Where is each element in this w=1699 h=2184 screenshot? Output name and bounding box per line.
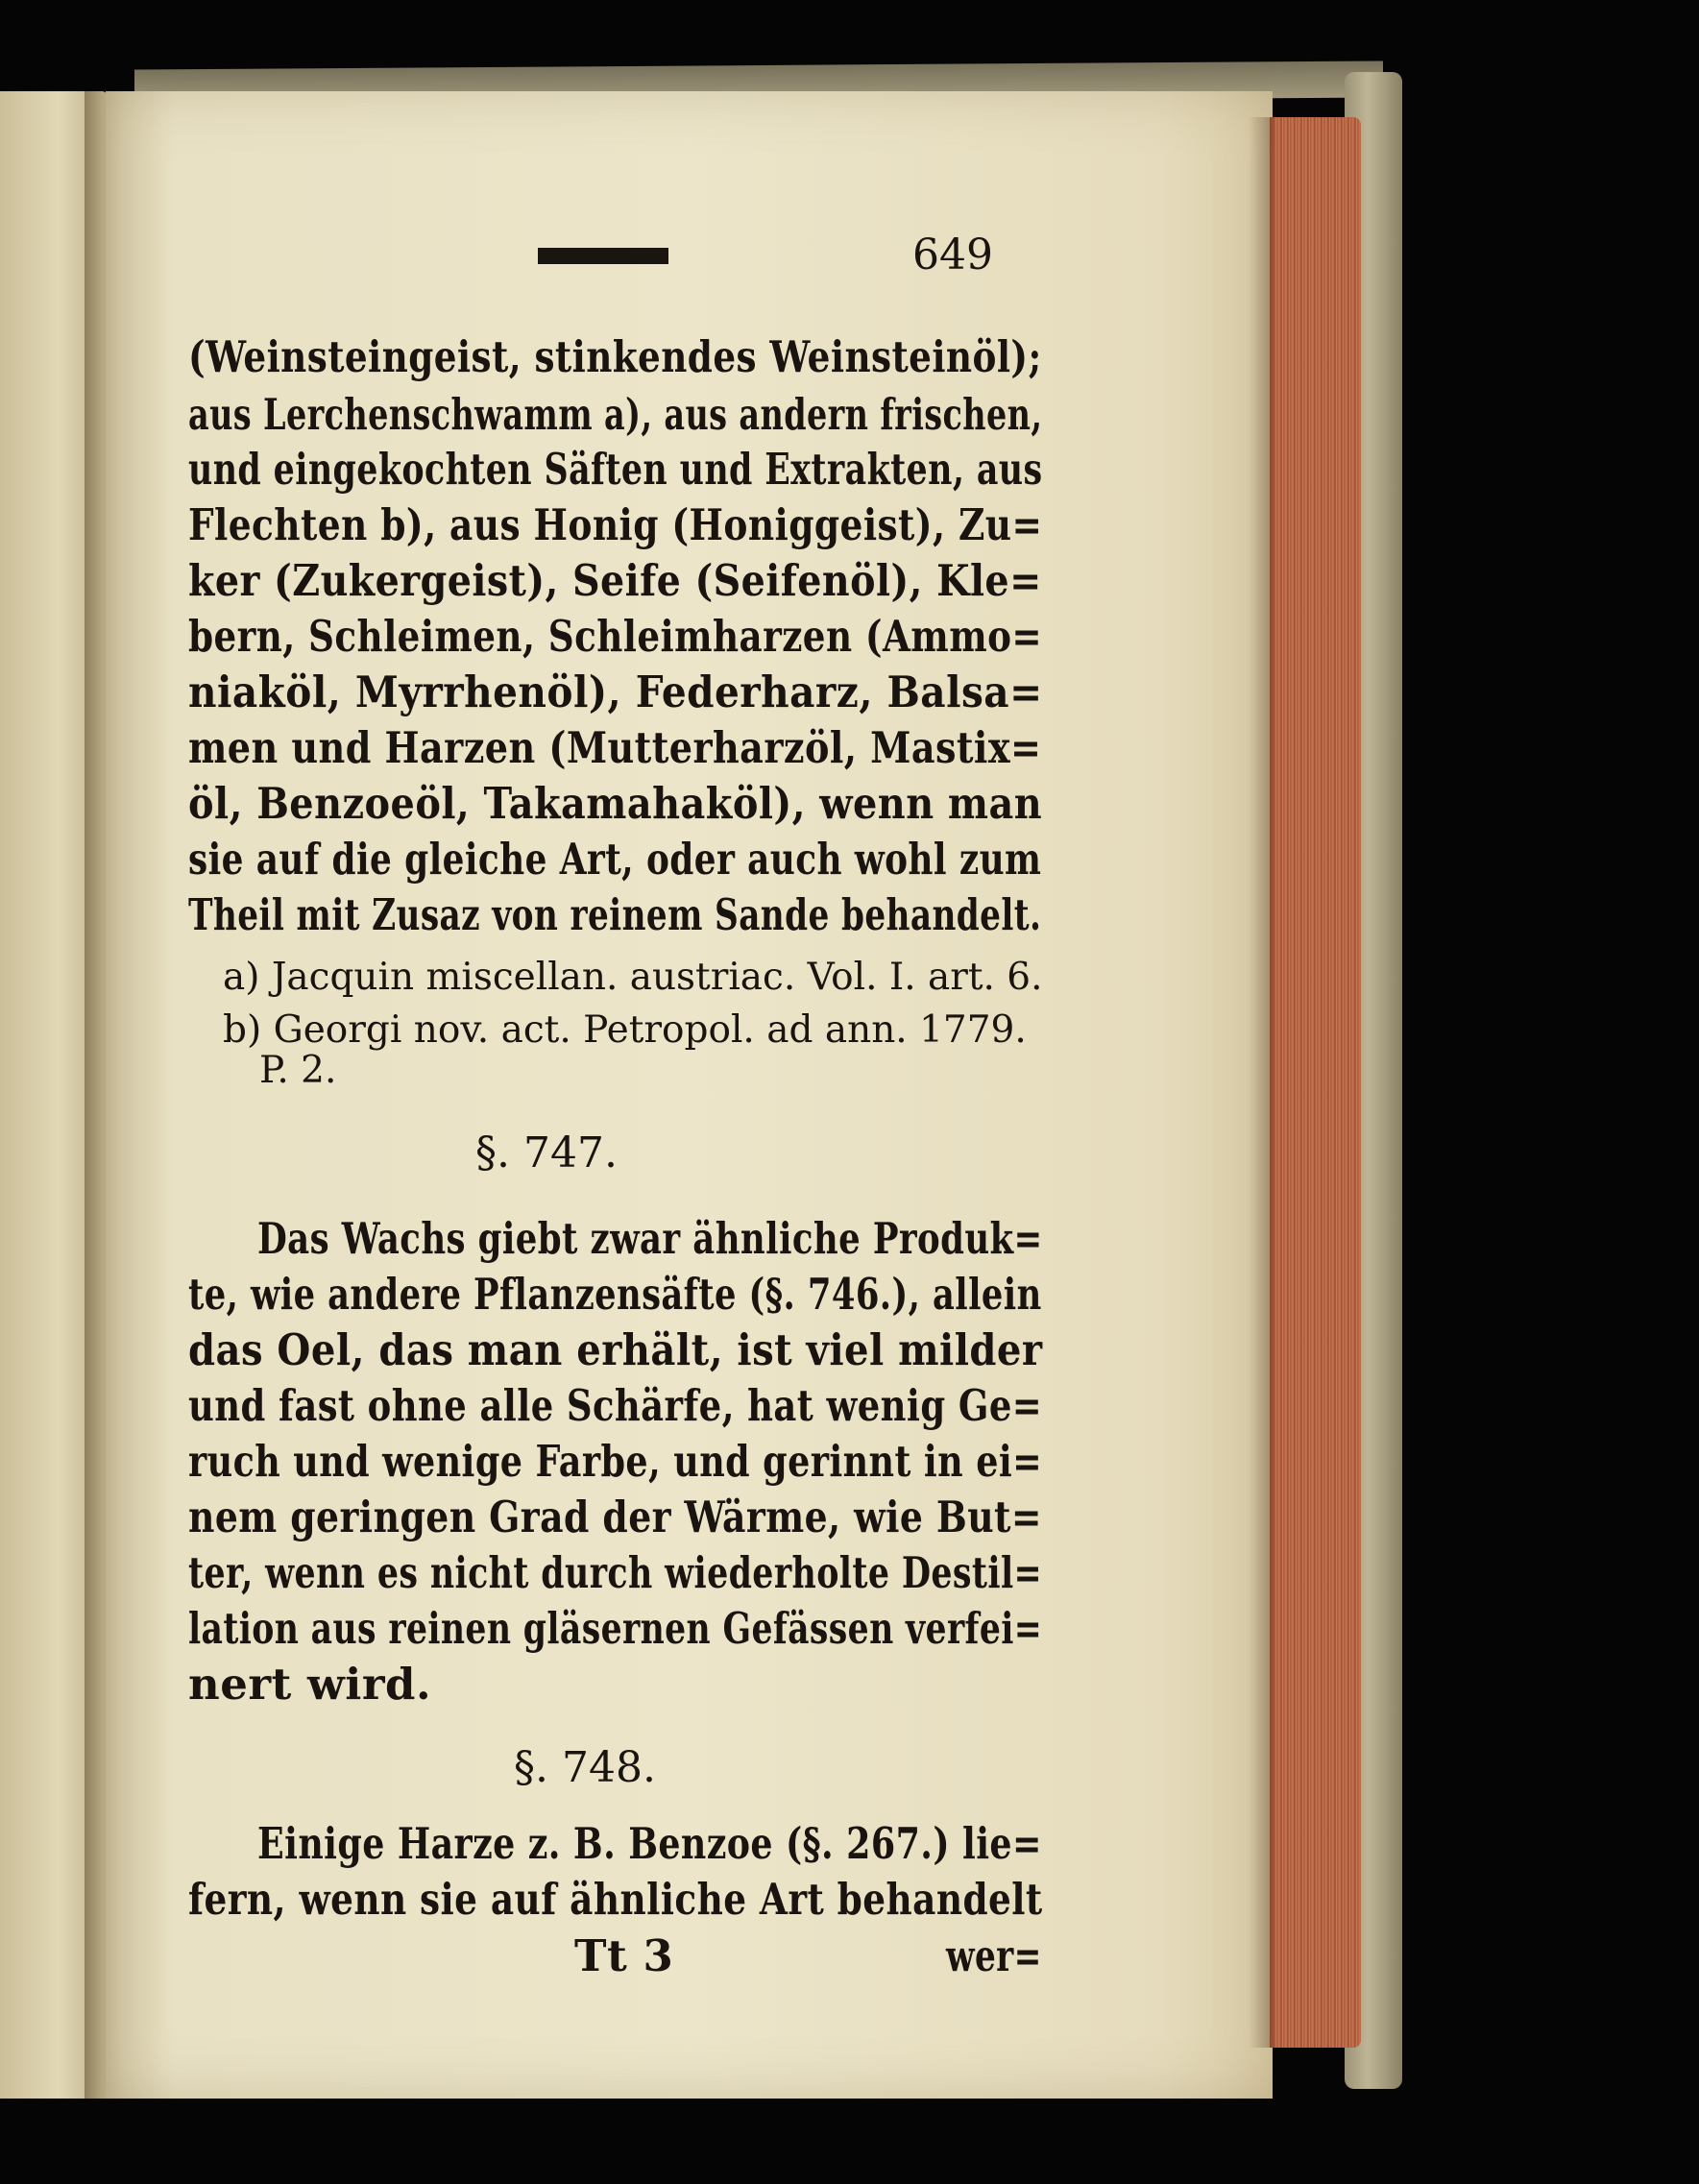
page-edge-shadow <box>1249 117 1274 2048</box>
body-line: ruch und wenige Farbe, und gerinnt in ei= <box>188 1436 1043 1487</box>
body-line: ker (Zukergeist), Seife (Seifenöl), Kle= <box>188 555 1042 606</box>
body-line: und fast ohne alle Schärfe, hat wenig Ge= <box>188 1380 1043 1431</box>
body-line: aus Lerchenschwamm a), aus andern frischen, <box>188 389 1043 440</box>
body-line: Theil mit Zusaz von reinem Sande behandelt. <box>188 889 1042 940</box>
body-line: nem geringen Grad der Wärme, wie But= <box>188 1492 1042 1542</box>
body-line: Einige Harze z. B. Benzoe (§. 267.) lie= <box>257 1818 1042 1869</box>
header-rule <box>538 248 668 264</box>
catchword: wer= <box>946 1930 1042 1981</box>
page-block-fore-edge <box>1270 117 1361 2048</box>
page-number: 649 <box>912 231 993 279</box>
body-line: sie auf die gleiche Art, oder auch wohl zum <box>188 834 1042 885</box>
body-line: und eingekochten Säften und Extrakten, aus <box>188 444 1043 495</box>
body-line: niaköl, Myrrhenöl), Federharz, Balsa= <box>188 667 1043 717</box>
body-line: lation aus reinen gläsernen Gefässen verfei= <box>188 1603 1043 1654</box>
footnote-b-continuation: P. 2. <box>259 1049 337 1092</box>
body-line: (Weinsteingeist, stinkendes Weinsteinöl); <box>188 331 1042 382</box>
footnote-b: b) Georgi nov. act. Petropol. ad ann. 1779. <box>223 1008 1027 1052</box>
signature-mark: Tt 3 <box>574 1930 674 1981</box>
body-line: bern, Schleimen, Schleimharzen (Ammo= <box>188 611 1043 662</box>
footnote-a: a) Jacquin miscellan. austriac. Vol. I. art. 6. <box>223 956 1043 999</box>
body-line: men und Harzen (Mutterharzöl, Mastix= <box>188 722 1042 773</box>
body-line: öl, Benzoeöl, Takamahaköl), wenn man <box>188 778 1043 829</box>
section-heading-748: §. 748. <box>514 1743 656 1792</box>
body-line: ter, wenn es nicht durch wiederholte Destil= <box>188 1547 1043 1598</box>
body-line: das Oel, das man erhält, ist viel milder <box>188 1324 1043 1375</box>
body-line: fern, wenn sie auf ähnliche Art behandelt <box>188 1874 1043 1925</box>
body-line: Das Wachs giebt zwar ähnliche Produk= <box>257 1213 1043 1264</box>
body-line: Flechten b), aus Honig (Honiggeist), Zu= <box>188 499 1043 550</box>
section-heading-747: §. 747. <box>475 1128 618 1177</box>
page-gutter <box>85 91 123 2099</box>
body-line: te, wie andere Pflanzensäfte (§. 746.), allein <box>188 1269 1042 1320</box>
body-line: nert wird. <box>188 1659 432 1710</box>
